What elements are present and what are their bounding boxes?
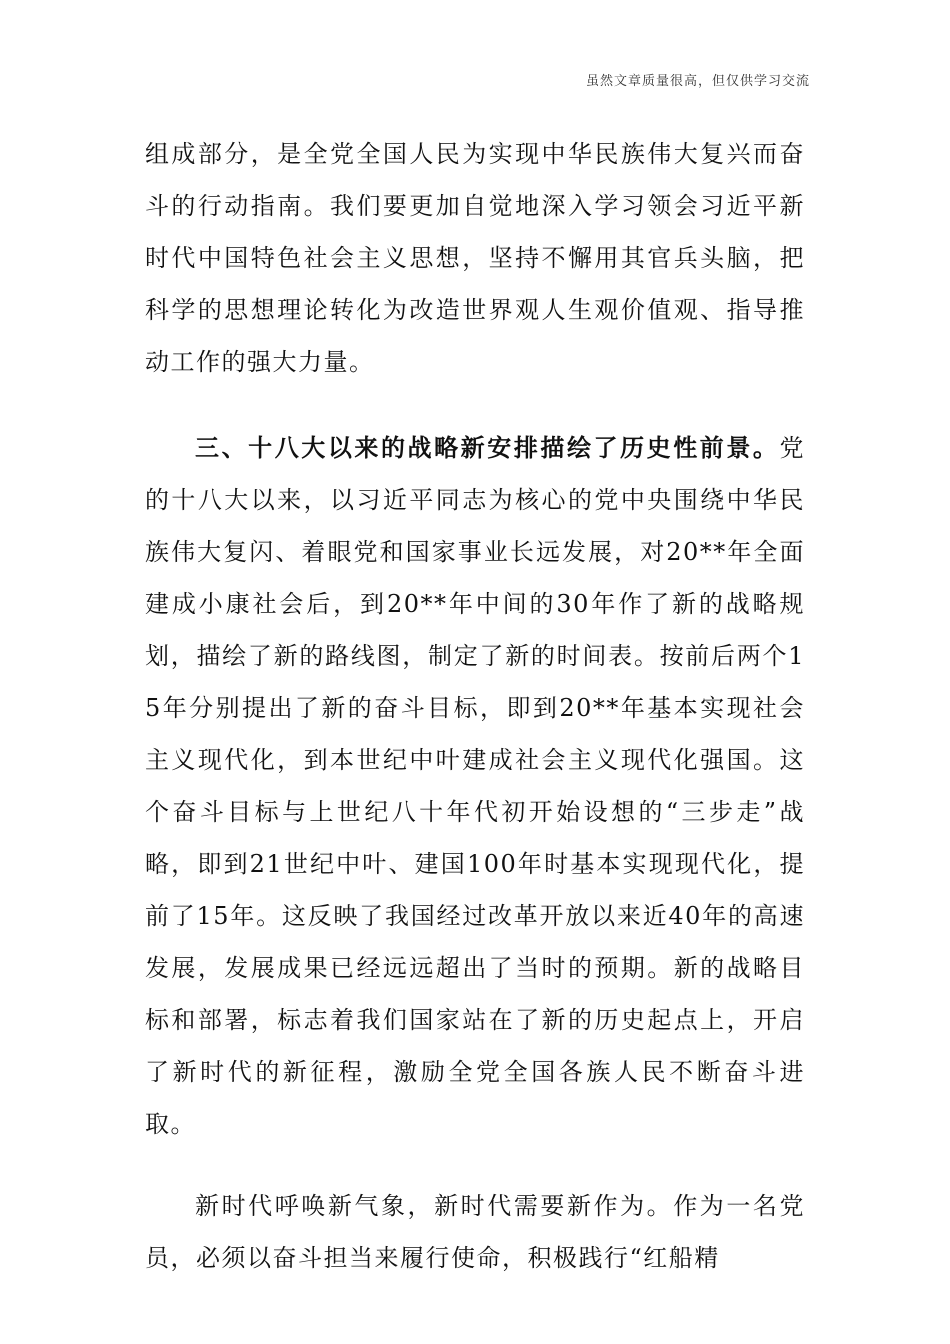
paragraph-gap: [145, 1150, 805, 1180]
paragraph-continuation: 组成部分，是全党全国人民为实现中华民族伟大复兴而奋斗的行动指南。我们要更加自觉地深入学习领会习近平新时代中国特色社会主义思想，坚持不懈用其官兵头脑，把科学的思想理论转化为改造世界观人生观价值观、指导推动工作的强大力量。: [145, 140, 805, 376]
paragraph-gap: [145, 388, 805, 422]
paragraph-section-three: [145, 422, 805, 1150]
section-heading: 三、十八大以来的战略新安排描绘了历史性前景。: [195, 433, 780, 462]
section-body: 党的十八大以来，以习近平同志为核心的党中央围绕中华民族伟大复闪、着眼党和国家事业长远发展，对20**年全面建成小康社会后，到20**年中间的30年作了新的战略规划，描绘了新的路线图，制定了新的时间表。按前后两个15年分别提出了新的奋斗目标，即到20**年基本实现社会主义现代化，到本世纪中叶建成社会主义现代化强国。这个奋斗目标与上世纪八十年代初开始设想的“三步走”战略，即到21世纪中叶、建国100年时基本实现现代化，提前了15年。这反映了我国经过改革开放以来近40年的高速发展，发展成果已经远远超出了当时的预期。新的战略目标和部署，标志着我们国家站在了新的历史起点上，开启了新时代的新征程，激励全党全国各族人民不断奋斗进取。: [145, 434, 805, 1138]
header-note: 虽然文章质量很高，但仅供学习交流: [585, 74, 810, 89]
paragraph-new-era: 新时代呼唤新气象，新时代需要新作为。作为一名党员，必须以奋斗担当来履行使命，积极践行“红船精: [145, 1192, 805, 1272]
document-body: [145, 128, 805, 1284]
